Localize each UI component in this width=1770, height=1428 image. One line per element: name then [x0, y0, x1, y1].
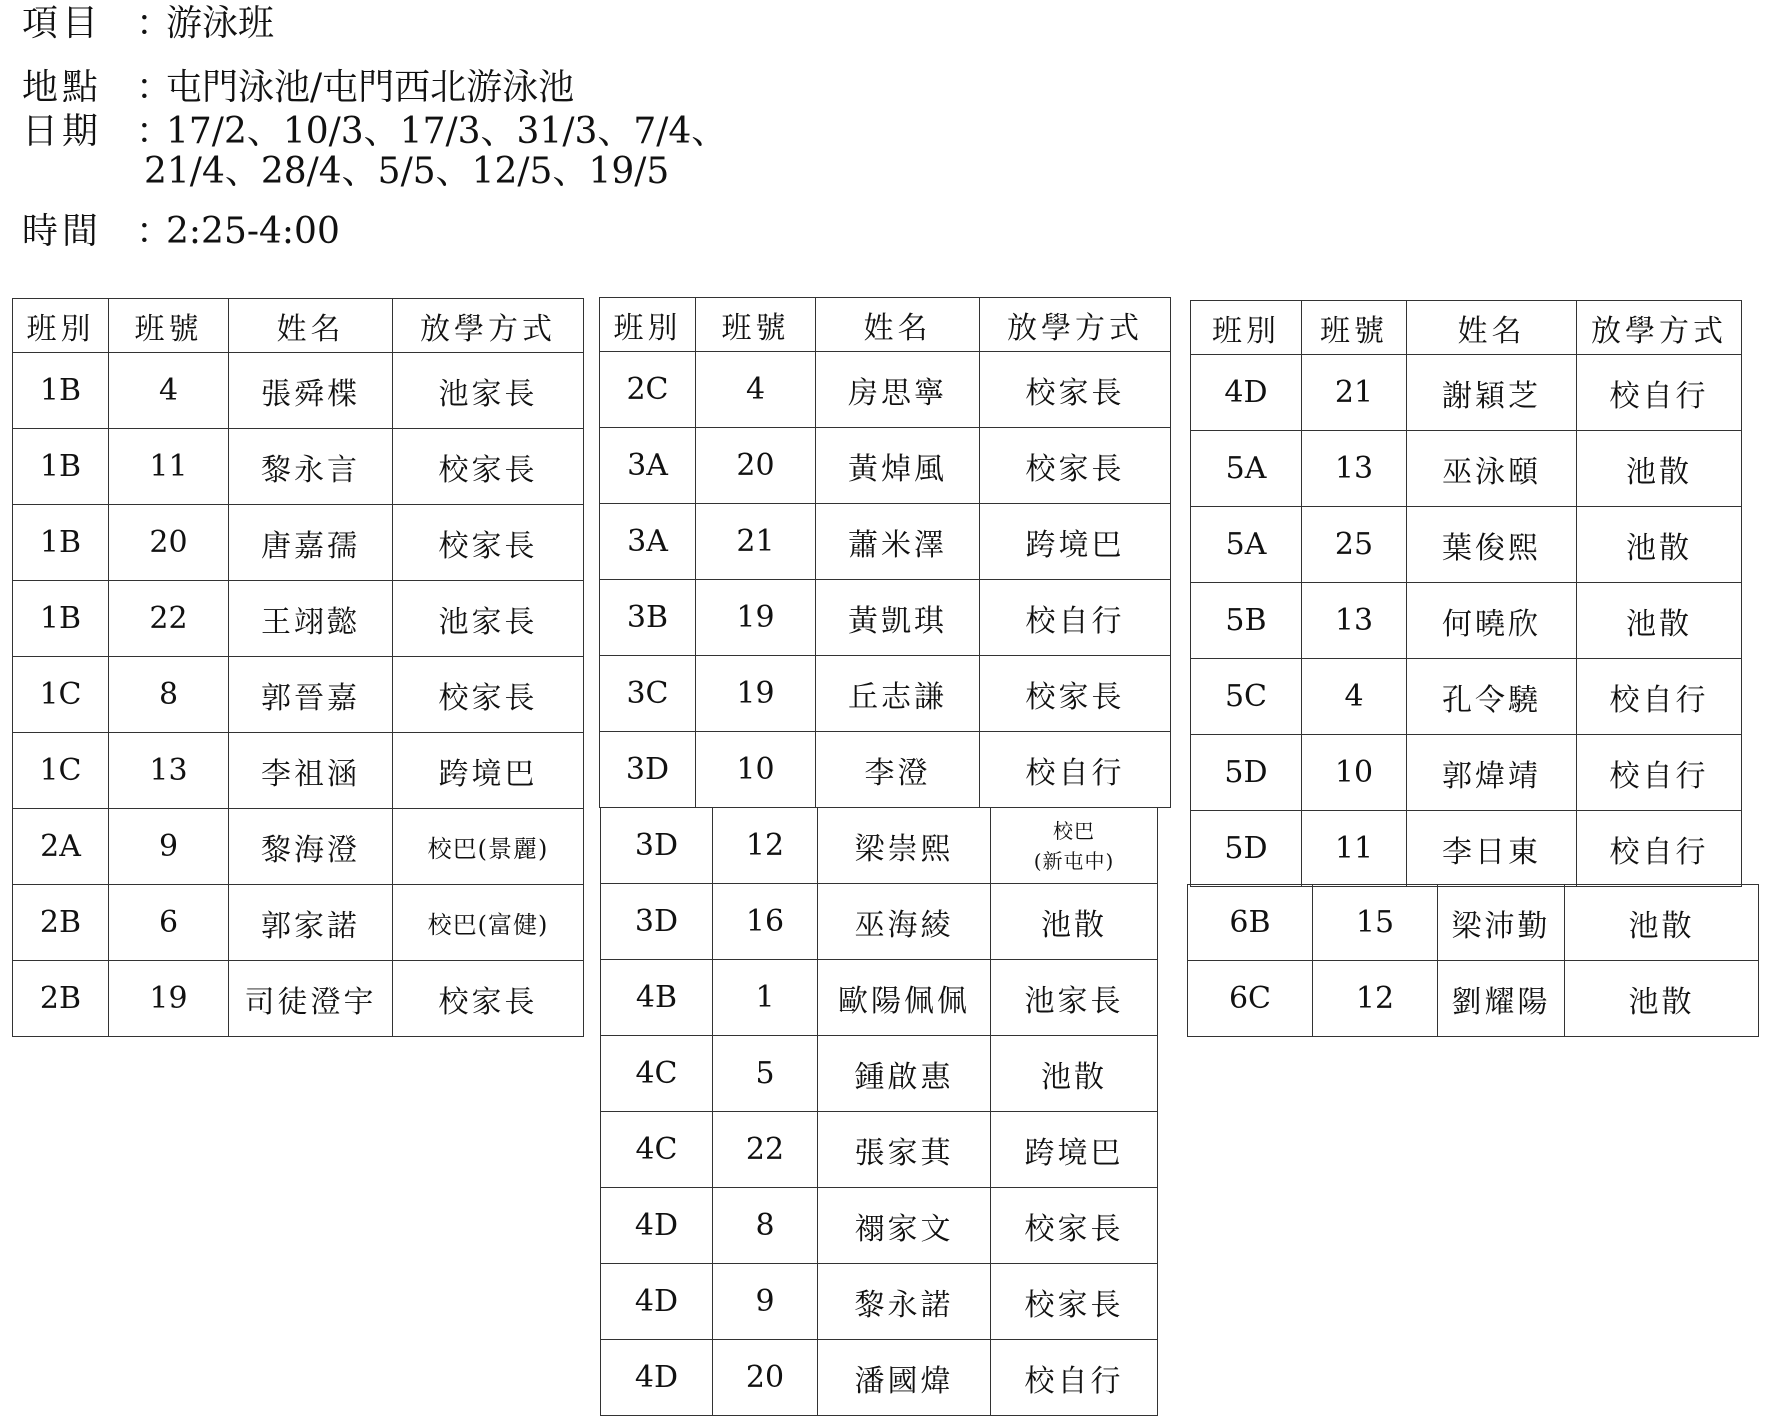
cell-method: 校自行 — [980, 580, 1171, 656]
col-header-number: 班號 — [1302, 301, 1407, 355]
col-header-class: 班別 — [600, 298, 696, 352]
cell-number: 19 — [109, 961, 229, 1037]
dates-value-line1: 17/2、10/3、17/3、31/3、7/4、 — [166, 111, 728, 152]
cell-name: 王翊懿 — [229, 581, 393, 657]
cell-name: 潘國煒 — [818, 1340, 991, 1416]
table-row — [13, 505, 584, 581]
table-row — [13, 885, 584, 961]
project-line — [22, 4, 274, 44]
table-row — [1191, 507, 1742, 583]
cell-class: 5C — [1191, 659, 1302, 735]
cell-name: 謝穎芝 — [1407, 355, 1577, 431]
cell-name: 房思寧 — [816, 352, 980, 428]
table-row — [13, 353, 584, 429]
cell-number: 21 — [1302, 355, 1407, 431]
colon: ： — [136, 67, 173, 108]
cell-method: 校家長 — [991, 1264, 1158, 1340]
cell-number: 10 — [696, 732, 816, 808]
col-header-number: 班號 — [109, 299, 229, 353]
cell-class: 3D — [601, 808, 713, 884]
cell-number: 19 — [696, 580, 816, 656]
cell-method: 池散 — [991, 884, 1158, 960]
cell-class: 3D — [601, 884, 713, 960]
cell-method: 池散 — [1577, 583, 1742, 659]
cell-method — [991, 808, 1158, 884]
cell-class: 1C — [13, 657, 109, 733]
cell-method: 池散 — [1565, 885, 1759, 961]
cell-name: 司徒澄宇 — [229, 961, 393, 1037]
cell-name: 郭家諾 — [229, 885, 393, 961]
table-row — [13, 429, 584, 505]
cell-name: 鍾啟惠 — [818, 1036, 991, 1112]
cell-class: 2A — [13, 809, 109, 885]
cell-method: 池散 — [1577, 507, 1742, 583]
dates-label: 日期 — [22, 111, 103, 152]
location-label: 地點 — [22, 67, 103, 108]
location-value: 屯門泳池/屯門西北游泳池 — [166, 67, 575, 108]
cell-method: 校自行 — [991, 1340, 1158, 1416]
table-row — [601, 1112, 1158, 1188]
table-row — [601, 960, 1158, 1036]
cell-name: 葉俊熙 — [1407, 507, 1577, 583]
cell-number: 5 — [713, 1036, 818, 1112]
cell-method: 池散 — [991, 1036, 1158, 1112]
cell-name: 張家萁 — [818, 1112, 991, 1188]
cell-class: 1B — [13, 581, 109, 657]
cell-name: 禤家文 — [818, 1188, 991, 1264]
project-value: 游泳班 — [166, 3, 275, 44]
cell-method: 校自行 — [1577, 355, 1742, 431]
cell-number: 21 — [696, 504, 816, 580]
cell-class: 1B — [13, 505, 109, 581]
cell-class: 4D — [601, 1264, 713, 1340]
cell-method: 校家長 — [991, 1188, 1158, 1264]
cell-name: 李澄 — [816, 732, 980, 808]
table-row — [601, 1264, 1158, 1340]
cell-class: 3A — [600, 504, 696, 580]
cell-name: 黎永言 — [229, 429, 393, 505]
table-row — [601, 1188, 1158, 1264]
cell-number: 20 — [713, 1340, 818, 1416]
cell-method-line2: (新屯中) — [1033, 848, 1115, 873]
table-row — [600, 656, 1171, 732]
col-header-number: 班號 — [696, 298, 816, 352]
cell-name: 梁沛勤 — [1438, 885, 1565, 961]
table-row — [600, 504, 1171, 580]
cell-number: 22 — [713, 1112, 818, 1188]
cell-class: 5A — [1191, 431, 1302, 507]
cell-class: 2B — [13, 961, 109, 1037]
cell-number: 4 — [696, 352, 816, 428]
cell-number: 16 — [713, 884, 818, 960]
col-header-method: 放學方式 — [980, 298, 1171, 352]
cell-name: 黃凱琪 — [816, 580, 980, 656]
cell-name: 蕭米澤 — [816, 504, 980, 580]
cell-class: 5D — [1191, 811, 1302, 887]
colon: ： — [136, 111, 173, 152]
cell-class: 4D — [601, 1188, 713, 1264]
cell-class: 6B — [1188, 885, 1313, 961]
time-line — [22, 212, 340, 252]
roster-table-2-top — [599, 297, 1171, 808]
cell-method: 校自行 — [1577, 659, 1742, 735]
cell-method: 校家長 — [393, 961, 584, 1037]
cell-method-line1: 校巴 — [1053, 818, 1095, 843]
cell-number: 19 — [696, 656, 816, 732]
table-row — [600, 732, 1171, 808]
cell-number: 25 — [1302, 507, 1407, 583]
cell-method: 校巴(富健) — [393, 885, 584, 961]
cell-class: 5D — [1191, 735, 1302, 811]
col-header-method: 放學方式 — [1577, 301, 1742, 355]
cell-class: 3B — [600, 580, 696, 656]
roster-table-3-top — [1190, 300, 1742, 887]
roster-table-1 — [12, 298, 584, 1037]
cell-class: 4C — [601, 1036, 713, 1112]
cell-number: 4 — [1302, 659, 1407, 735]
cell-method: 校家長 — [393, 657, 584, 733]
cell-number: 15 — [1313, 885, 1438, 961]
table-row — [600, 352, 1171, 428]
time-value: 2:25-4:00 — [166, 211, 340, 252]
table-header-row — [1191, 301, 1742, 355]
table-row — [13, 581, 584, 657]
cell-name: 丘志謙 — [816, 656, 980, 732]
cell-method: 校巴(景麗) — [393, 809, 584, 885]
cell-number: 20 — [109, 505, 229, 581]
cell-number: 6 — [109, 885, 229, 961]
colon: ： — [136, 3, 173, 44]
cell-name: 李日東 — [1407, 811, 1577, 887]
cell-name: 唐嘉孺 — [229, 505, 393, 581]
cell-class: 3D — [600, 732, 696, 808]
cell-class: 5A — [1191, 507, 1302, 583]
cell-method: 池家長 — [991, 960, 1158, 1036]
cell-class: 1B — [13, 429, 109, 505]
cell-class: 1B — [13, 353, 109, 429]
dates-value-line2: 21/4、28/4、5/5、12/5、19/5 — [144, 151, 670, 192]
cell-name: 李祖涵 — [229, 733, 393, 809]
cell-method: 跨境巴 — [393, 733, 584, 809]
cell-class: 1C — [13, 733, 109, 809]
cell-number: 10 — [1302, 735, 1407, 811]
cell-class: 3A — [600, 428, 696, 504]
table-row — [601, 1340, 1158, 1416]
cell-class: 5B — [1191, 583, 1302, 659]
cell-name: 黎永諾 — [818, 1264, 991, 1340]
table-header-row — [600, 298, 1171, 352]
cell-name: 黃焯風 — [816, 428, 980, 504]
cell-method: 池散 — [1565, 961, 1759, 1037]
cell-name: 孔令驍 — [1407, 659, 1577, 735]
project-label: 項目 — [22, 3, 103, 44]
cell-number: 4 — [109, 353, 229, 429]
table-row — [13, 733, 584, 809]
cell-method: 校家長 — [980, 656, 1171, 732]
colon: ： — [136, 211, 173, 252]
table-row — [600, 580, 1171, 656]
cell-name: 郭晉嘉 — [229, 657, 393, 733]
table-row — [1191, 735, 1742, 811]
cell-class: 4B — [601, 960, 713, 1036]
cell-name: 何曉欣 — [1407, 583, 1577, 659]
cell-name: 劉耀陽 — [1438, 961, 1565, 1037]
table-row — [1188, 961, 1759, 1037]
cell-number: 11 — [109, 429, 229, 505]
table-row — [1191, 431, 1742, 507]
table-row — [601, 808, 1158, 884]
table-row — [13, 961, 584, 1037]
col-header-method: 放學方式 — [393, 299, 584, 353]
cell-number: 8 — [109, 657, 229, 733]
cell-method: 跨境巴 — [991, 1112, 1158, 1188]
cell-method: 校家長 — [393, 429, 584, 505]
time-label: 時間 — [22, 211, 103, 252]
cell-class: 4C — [601, 1112, 713, 1188]
cell-number: 11 — [1302, 811, 1407, 887]
roster-table-2-bottom — [600, 807, 1158, 1416]
cell-name: 巫泳頤 — [1407, 431, 1577, 507]
cell-name: 張舜楪 — [229, 353, 393, 429]
table-row — [601, 884, 1158, 960]
table-row — [1191, 811, 1742, 887]
dates-line — [22, 112, 727, 152]
cell-name: 梁崇熙 — [818, 808, 991, 884]
col-header-class: 班別 — [13, 299, 109, 353]
cell-class: 6C — [1188, 961, 1313, 1037]
cell-method: 池家長 — [393, 353, 584, 429]
cell-method: 校自行 — [1577, 811, 1742, 887]
cell-method: 池家長 — [393, 581, 584, 657]
cell-number: 12 — [1313, 961, 1438, 1037]
table-row — [1191, 583, 1742, 659]
cell-method: 校家長 — [980, 428, 1171, 504]
cell-name: 歐陽佩佩 — [818, 960, 991, 1036]
cell-method: 校自行 — [1577, 735, 1742, 811]
cell-number: 22 — [109, 581, 229, 657]
table-row — [600, 428, 1171, 504]
cell-number: 8 — [713, 1188, 818, 1264]
col-header-name: 姓名 — [229, 299, 393, 353]
col-header-name: 姓名 — [1407, 301, 1577, 355]
cell-number: 12 — [713, 808, 818, 884]
cell-number: 9 — [109, 809, 229, 885]
cell-number: 13 — [1302, 583, 1407, 659]
table-row — [1191, 355, 1742, 431]
cell-class: 2C — [600, 352, 696, 428]
cell-number: 20 — [696, 428, 816, 504]
cell-class: 2B — [13, 885, 109, 961]
col-header-name: 姓名 — [816, 298, 980, 352]
table-row — [601, 1036, 1158, 1112]
cell-number: 1 — [713, 960, 818, 1036]
col-header-class: 班別 — [1191, 301, 1302, 355]
cell-method: 跨境巴 — [980, 504, 1171, 580]
cell-number: 13 — [1302, 431, 1407, 507]
cell-class: 3C — [600, 656, 696, 732]
cell-method: 校自行 — [980, 732, 1171, 808]
roster-table-3-bottom — [1187, 884, 1759, 1037]
cell-class: 4D — [1191, 355, 1302, 431]
location-line — [22, 68, 574, 108]
cell-method: 池散 — [1577, 431, 1742, 507]
cell-name: 巫海綾 — [818, 884, 991, 960]
table-row — [1188, 885, 1759, 961]
cell-number: 13 — [109, 733, 229, 809]
cell-number: 9 — [713, 1264, 818, 1340]
cell-method: 校家長 — [393, 505, 584, 581]
table-header-row — [13, 299, 584, 353]
cell-name: 黎海澄 — [229, 809, 393, 885]
cell-method: 校家長 — [980, 352, 1171, 428]
table-row — [1191, 659, 1742, 735]
table-row — [13, 809, 584, 885]
cell-class: 4D — [601, 1340, 713, 1416]
cell-name: 郭煒靖 — [1407, 735, 1577, 811]
table-row — [13, 657, 584, 733]
